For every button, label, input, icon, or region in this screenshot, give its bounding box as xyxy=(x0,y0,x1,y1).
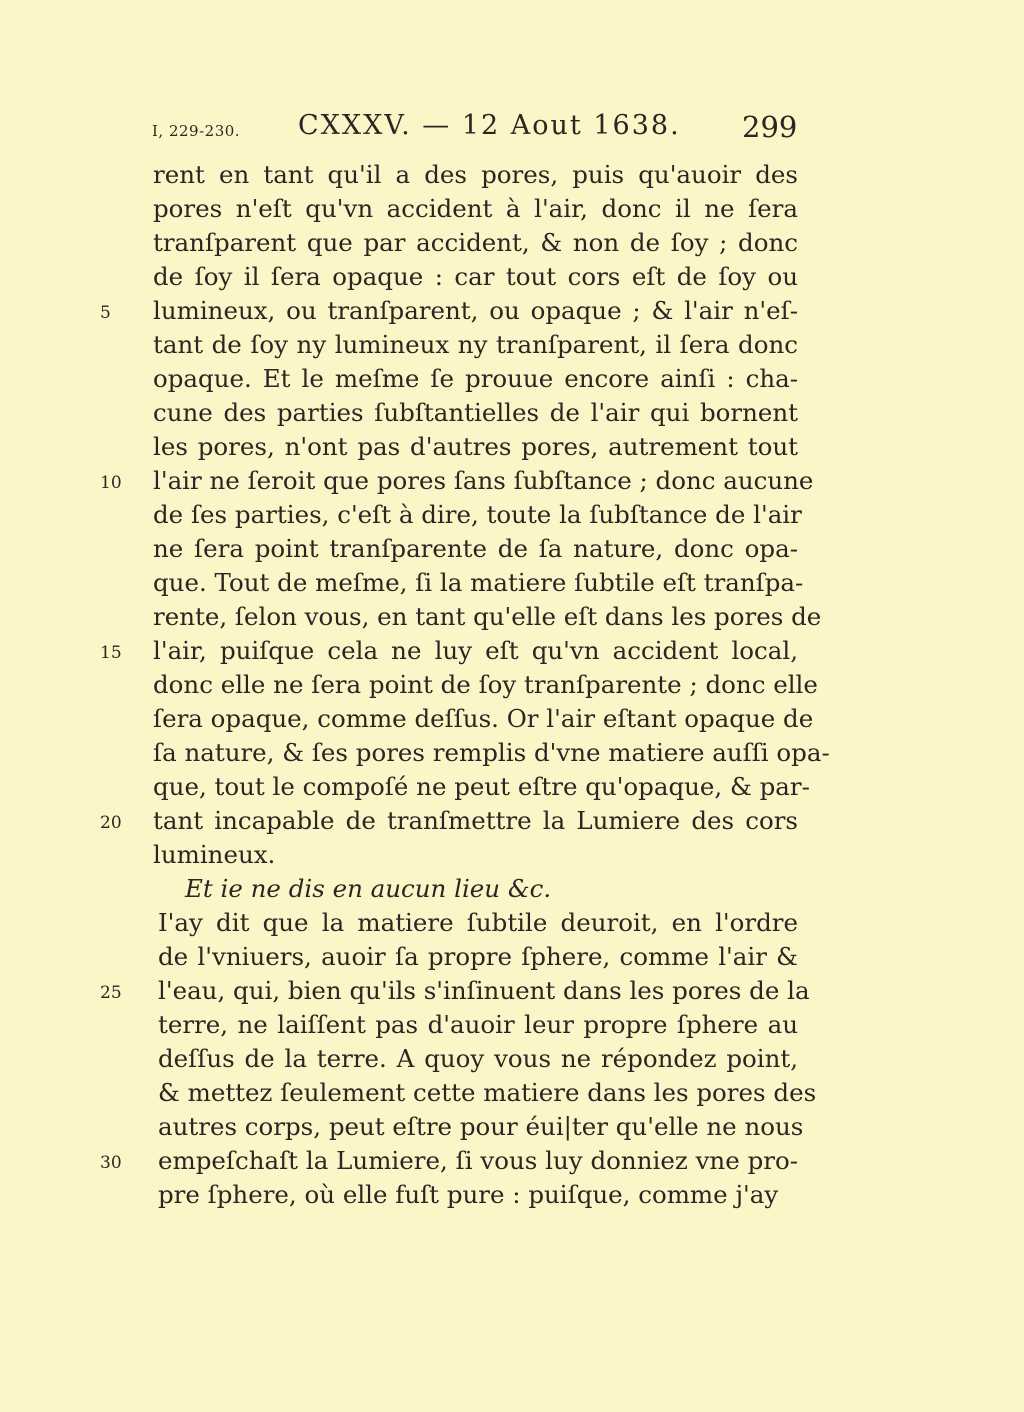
line-number: 20 xyxy=(100,813,122,833)
line-text: l'air, puiſque cela ne luy eſt qu'vn accident local, xyxy=(153,636,798,665)
text-line xyxy=(0,1110,1024,1144)
line-text: pre ſphere, où elle fuſt pure : puiſque, comme j'ay xyxy=(158,1180,779,1209)
line-text: tant incapable de tranſmettre la Lumiere des cors xyxy=(153,806,798,835)
text-line xyxy=(0,1144,1024,1178)
line-text: Et ie ne dis en aucun lieu &c. xyxy=(185,874,552,903)
line-text: ſa nature, & ſes pores remplis d'vne matiere auſſi opa- xyxy=(153,738,830,767)
body-text xyxy=(0,158,1024,1212)
running-header xyxy=(0,108,1024,148)
line-text: & mettez ſeulement cette matiere dans les pores des xyxy=(158,1078,817,1107)
line-text: de l'vniuers, auoir ſa propre ſphere, comme l'air & xyxy=(158,942,798,971)
text-line xyxy=(0,158,1024,192)
line-text: ſera opaque, comme deſſus. Or l'air eſtant opaque de xyxy=(153,704,814,733)
text-line xyxy=(0,906,1024,940)
line-number: 5 xyxy=(100,303,111,323)
line-text: terre, ne laiſſent pas d'auoir leur propre ſphere au xyxy=(158,1010,798,1039)
line-text: que, tout le compoſé ne peut eſtre qu'opaque, & par- xyxy=(153,772,810,801)
header-title: CXXXV. — 12 Aout 1638. xyxy=(298,110,681,141)
line-text: l'eau, qui, bien qu'ils s'inſinuent dans les pores de la xyxy=(158,976,810,1005)
text-line xyxy=(0,226,1024,260)
text-line xyxy=(0,498,1024,532)
line-number: 15 xyxy=(100,643,122,663)
header-reference: I, 229-230. xyxy=(152,122,241,140)
text-line xyxy=(0,838,1024,872)
text-line xyxy=(0,736,1024,770)
text-line xyxy=(0,634,1024,668)
line-text: opaque. Et le meſme ſe prouue encore ainſi : cha- xyxy=(153,364,798,393)
line-text: ne ſera point tranſparente de ſa nature, donc opa- xyxy=(153,534,798,563)
text-line xyxy=(0,804,1024,838)
text-line xyxy=(0,770,1024,804)
line-text: que. Tout de meſme, ſi la matiere ſubtile eſt tranſpa- xyxy=(153,568,804,597)
line-number: 25 xyxy=(100,983,122,1003)
line-text: tranſparent que par accident, & non de ſoy ; donc xyxy=(153,228,798,257)
text-line xyxy=(0,396,1024,430)
line-text: autres corps, peut eſtre pour éui|ter qu'elle ne nous xyxy=(158,1112,804,1141)
line-text: lumineux. xyxy=(153,840,276,869)
line-text: de ſes parties, c'eſt à dire, toute la ſubſtance de l'air xyxy=(153,500,802,529)
line-text: lumineux, ou tranſparent, ou opaque ; & l'air n'eſ- xyxy=(153,296,798,325)
text-line xyxy=(0,600,1024,634)
text-line xyxy=(0,1076,1024,1110)
text-line xyxy=(0,566,1024,600)
line-text: cune des parties ſubſtantielles de l'air qui bornent xyxy=(153,398,798,427)
line-text: empeſchaſt la Lumiere, ſi vous luy donniez vne pro- xyxy=(158,1146,798,1175)
text-line xyxy=(0,974,1024,1008)
line-number: 30 xyxy=(100,1153,122,1173)
text-line xyxy=(0,464,1024,498)
line-text: tant de ſoy ny lumineux ny tranſparent, il ſera donc xyxy=(153,330,798,359)
line-text: rente, ſelon vous, en tant qu'elle eſt dans les pores de xyxy=(153,602,822,631)
text-line xyxy=(0,1178,1024,1212)
text-line xyxy=(0,362,1024,396)
text-line xyxy=(0,294,1024,328)
text-line xyxy=(0,702,1024,736)
text-line xyxy=(0,532,1024,566)
text-line xyxy=(0,872,1024,906)
text-line xyxy=(0,192,1024,226)
line-text: I'ay dit que la matiere ſubtile deuroit, en l'ordre xyxy=(158,908,798,937)
text-line xyxy=(0,940,1024,974)
line-text: donc elle ne ſera point de ſoy tranſparente ; donc elle xyxy=(153,670,818,699)
text-line xyxy=(0,430,1024,464)
line-text: deſſus de la terre. A quoy vous ne répondez point, xyxy=(158,1044,798,1073)
line-text: rent en tant qu'il a des pores, puis qu'auoir des xyxy=(153,160,798,189)
line-text: l'air ne ſeroit que pores ſans ſubſtance ; donc aucune xyxy=(153,466,814,495)
line-number: 10 xyxy=(100,473,122,493)
text-line xyxy=(0,1008,1024,1042)
text-line xyxy=(0,668,1024,702)
line-text: pores n'eſt qu'vn accident à l'air, donc il ne ſera xyxy=(153,194,798,223)
line-text: les pores, n'ont pas d'autres pores, autrement tout xyxy=(153,432,798,461)
text-line xyxy=(0,1042,1024,1076)
line-text: de ſoy il ſera opaque : car tout cors eſt de ſoy ou xyxy=(153,262,798,291)
text-line xyxy=(0,260,1024,294)
page-number: 299 xyxy=(742,110,798,144)
text-line xyxy=(0,328,1024,362)
